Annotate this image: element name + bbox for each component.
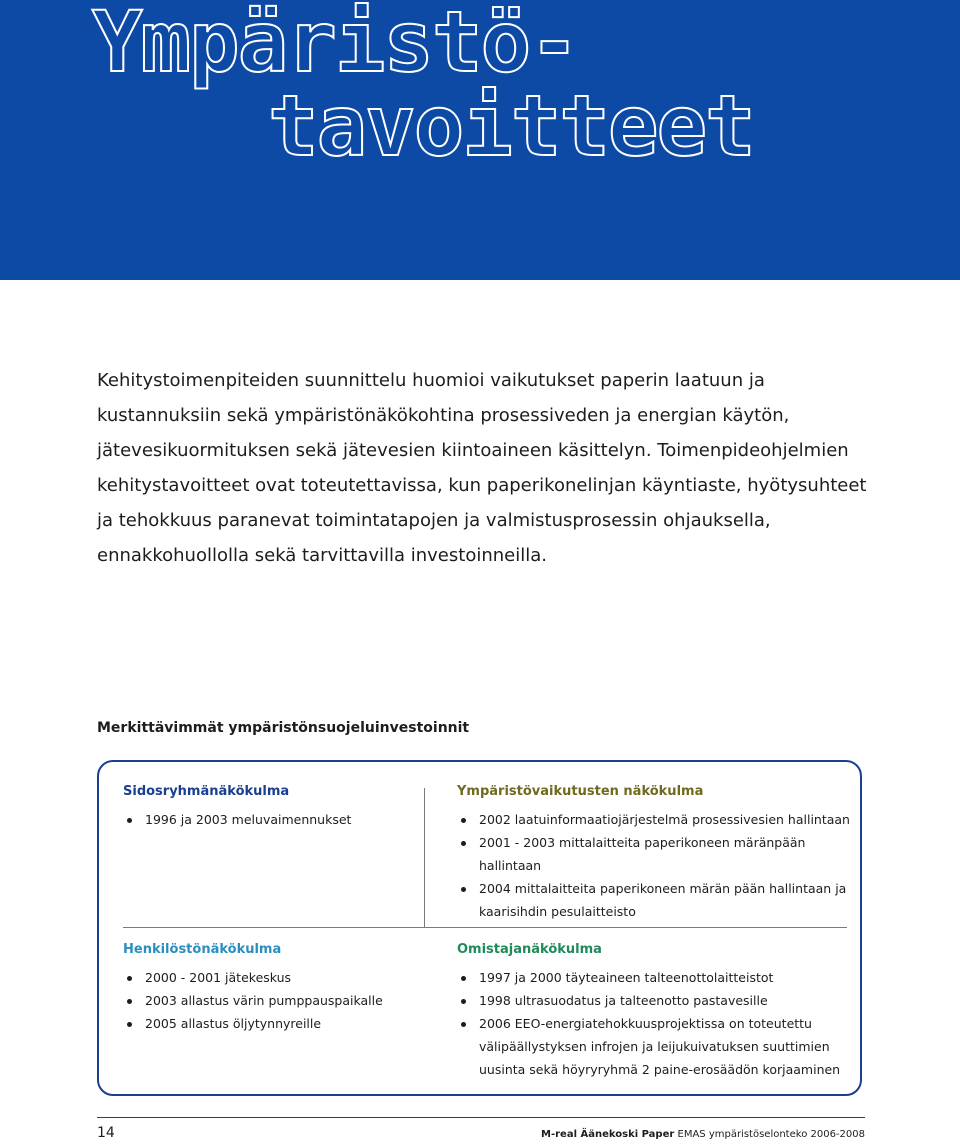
footer-document-info [541,1129,865,1140]
list-item [123,966,433,989]
bullet-icon [127,818,132,823]
list-item [457,966,852,989]
list-item-text: 2000 - 2001 jätekeskus [145,970,292,985]
bullet-icon [127,1022,132,1027]
quadrant-heading-environmental: Ympäristövaikutusten näkökulma [457,784,704,799]
page-title-line-2: tavoitteet [268,77,754,175]
bullet-icon [461,887,466,892]
quadrant-stakeholder [123,784,433,831]
quadrant-list-environmental [457,808,852,923]
list-item [123,808,433,831]
page-title [92,0,754,175]
intro-paragraph: Kehitystoimenpiteiden suunnittelu huomioi vaikutukset paperin laatuun ja kustannuksiin sekä ympäristönäkökohtina prosessiveden ja energian käytön, jätevesikuormituksen sekä jätevesien kiintoaineen käsittelyn. Toimenpideohjelmien kehitystavoitteet ovat toteutettavissa, kun paperikonelinjan käyntiaste, hyötysuhteet ja tehokkuus paranevat toimintatapojen ja valmistusprosessin ohjauksella, ennakkohuollolla sekä tarvittavilla investoinneilla. [97,370,867,566]
quadrant-heading-owner: Omistajanäkökulma [457,942,602,957]
horizontal-divider [123,927,847,928]
bullet-icon [461,976,466,981]
list-item-text: 2001 - 2003 mittalaitteita paperikoneen märänpään hallintaan [479,835,806,873]
quadrant-environmental [457,784,852,923]
investments-box [97,760,862,1096]
bullet-icon [461,818,466,823]
quadrant-list-personnel [123,966,433,1035]
list-item [457,877,852,923]
quadrant-heading-stakeholder: Sidosryhmänäkökulma [123,784,290,799]
list-item [457,1012,852,1081]
page-title-line-1: Ympäristö- [92,0,578,91]
list-item [457,808,852,831]
bullet-icon [127,999,132,1004]
list-item-text: 2005 allastus öljytynnyreille [145,1016,322,1031]
section-heading: Merkittävimmät ympäristönsuojeluinvestoinnit [97,720,470,736]
footer-brand: M-real Äänekoski Paper [541,1129,675,1140]
page-number: 14 [97,1125,115,1141]
quadrant-list-owner [457,966,852,1081]
list-item-text: 2004 mittalaitteita paperikoneen märän pään hallintaan ja kaarisihdin pesulaitteisto [479,881,847,919]
bullet-icon [461,841,466,846]
list-item-text: 1996 ja 2003 meluvaimennukset [145,812,352,827]
quadrant-heading-personnel: Henkilöstönäkökulma [123,942,282,957]
quadrant-owner [457,942,852,1081]
quadrant-list-stakeholder [123,808,433,831]
list-item [123,989,433,1012]
footer-rule [97,1117,865,1118]
list-item [123,1012,433,1035]
bullet-icon [461,1022,466,1027]
list-item-text: 2006 EEO-energiatehokkuusprojektissa on toteutettu välipäällystyksen infrojen ja leijukuivatuksen suuttimien uusinta sekä höyryryhmä 2 paine-erosäädön korjaaminen [479,1016,841,1077]
header-banner [0,0,960,280]
quadrant-personnel [123,942,433,1035]
list-item [457,989,852,1012]
list-item [457,831,852,877]
list-item-text: 1997 ja 2000 täyteaineen talteenottolaitteistot [479,970,774,985]
bullet-icon [127,976,132,981]
list-item-text: 2003 allastus värin pumppauspaikalle [145,993,383,1008]
list-item-text: 1998 ultrasuodatus ja talteenotto pastavesille [479,993,768,1008]
footer-doc-title: EMAS ympäristöselonteko 2006-2008 [677,1129,865,1140]
list-item-text: 2002 laatuinformaatiojärjestelmä prosessivesien hallintaan [479,812,850,827]
bullet-icon [461,999,466,1004]
